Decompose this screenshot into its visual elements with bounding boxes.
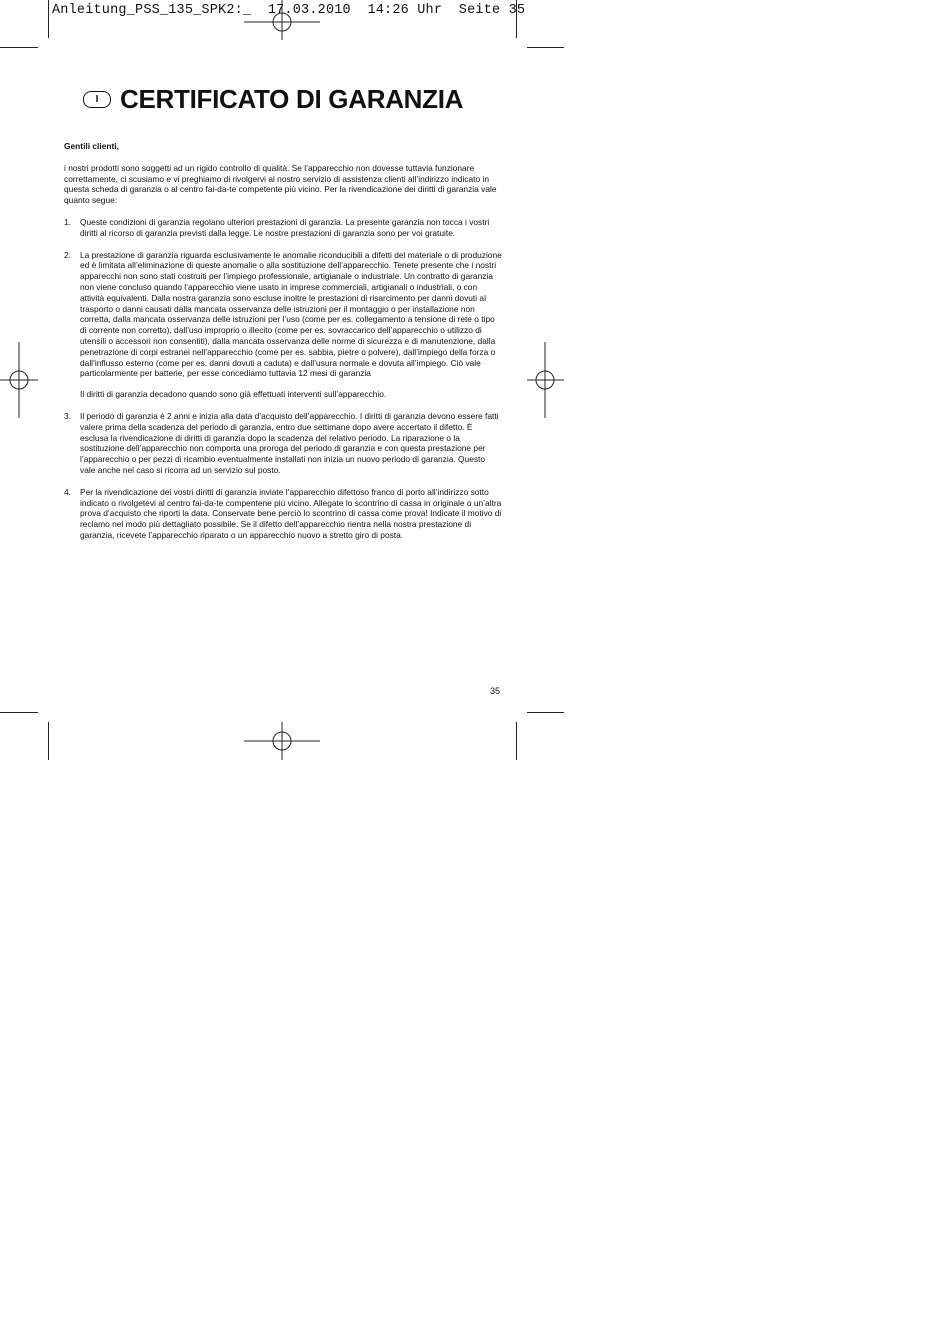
clause-number: 3. (64, 410, 71, 421)
page-number: 35 (490, 686, 501, 696)
clause-text: Per la rivendicazione dei vostri diritti di garanzia inviate l’apparecchio difettoso franco di porto all’indirizzo sotto indicato o rivolgetevi al centro fai-da-te compentene più vicino. Allegate lo scontrino di cassa in originale o un’altra prova d’acquisto che riporti la data. Conservate bene perciò lo scontrino di cassa come prova! Indicate il motivo di reclamo nel modo più dettagliato possibile. Se il difetto dell’apparecchio rientra nella nostra prestazione di garanzia, ricevete l’apparecchio riparato o un apparecchio nuovo a stretto giro di posta. (80, 486, 502, 540)
print-slug-line: Anleitung_PSS_135_SPK2:_ 17.03.2010 14:26 Uhr Seite 35 (52, 3, 526, 18)
language-badge: I (83, 91, 111, 108)
registration-mark (244, 722, 320, 760)
page-title: CERTIFICATO DI GARANZIA (120, 84, 464, 114)
registration-mark (527, 342, 564, 418)
clause-text: La prestazione di garanzia riguarda esclusivamente le anomalie riconducibili a difetti del materiale o di produzione ed è limitata all’eliminazione di queste anomalie o alla sostituzione dell’apparecchio. Tenete presente che i nostri apparecchi non sono stati costruiti per l’impiego professionale, artigianale o industriale. Un contratto di garanzia non viene concluso quando l’apparecchio viene usato in imprese commerciali, artigianali o industriali, o con attività equivalenti. Dalla nostra garanzia sono escluse inoltre le prestazioni di risarcimento per danni dovuti al trasporto o danni causati dalla mancata osservanza delle istruzioni per il montaggio o per installazione non corretta, dalla mancata osservanza delle istruzioni per l’uso (come per es. collegamento a tensione di rete o tipo di corrente non corretto), dall’uso improprio o illecito (come per es. sovraccarico dell’apparecchio o utilizzo di utensili o accessori non consentiti), dalla mancata osservanza delle norme di sicurezza e di manutenzione, dalla penetrazione di corpi estranei nell’apparecchio (come per es. sabbia, pietre o polvere), dall’impiego della forza o dall’influsso esterno (come per es. danni dovuti a caduta) e dall’usura normale e dovuta all’impiego. Ciò vale particolarmente per batterie, per esse concediamo tuttavia 12 mesi di garanzia (80, 249, 502, 379)
warranty-text (64, 141, 502, 552)
intro-paragraph: i nostri prodotti sono soggetti ad un rigido controllo di qualità. Se l’apparecchio non dovesse tuttavia funzionare correttamente, ci scusiamo e vi preghiamo di rivolgervi al nostro servizio di assistenza clienti all’indirizzo indicato in questa scheda di garanzia o al centro fai-da-te competente più vicino. Per la rivendicazione dei diritti di garanzia vale quanto segue: (64, 162, 497, 206)
clause-number: 4. (64, 486, 71, 497)
clause-number: 2. (64, 249, 71, 260)
clause-text: Queste condizioni di garanzia regolano ulteriori prestazioni di garanzia. La presente garanzia non tocca i vostri diritti al ricorso di garanzia previsti dalla legge. Le nostre prestazioni di garanzia sono per voi gratuite. (80, 216, 490, 238)
page-header (83, 84, 463, 115)
salutation: Gentili clienti, (64, 141, 119, 151)
clause-item (64, 487, 502, 541)
clause-note: Il diritti di garanzia decadono quando sono già effettuati interventi sull’apparecchio. (80, 389, 387, 400)
clause-item (64, 217, 502, 239)
registration-mark (244, 0, 320, 40)
registration-mark (0, 342, 38, 418)
clause-text: Il periodo di garanzia è 2 anni e inizia alla data d’acquisto dell’apparecchio. I diritti di garanzia devono essere fatti valere prima della scadenza del periodo di garanzia, entro due settimane dopo avere accertato il difetto. È esclusa la rivendicazione di diritti di garanzia dopo la scadenza del relativo periodo. La riparazione o la sostituzione dell’apparecchio non comporta una proroga del periodo di garanzia e con questa prestazione per l’apparecchio o per pezzi di ricambio eventualmente installati non inizia un nuovo periodo di garanzia. Questo vale anche nel caso si ricorra ad un servizio sul posto. (80, 410, 499, 475)
warranty-clauses (64, 217, 502, 541)
clause-item (64, 411, 502, 476)
clause-number: 1. (64, 216, 71, 227)
clause-item (64, 250, 502, 400)
